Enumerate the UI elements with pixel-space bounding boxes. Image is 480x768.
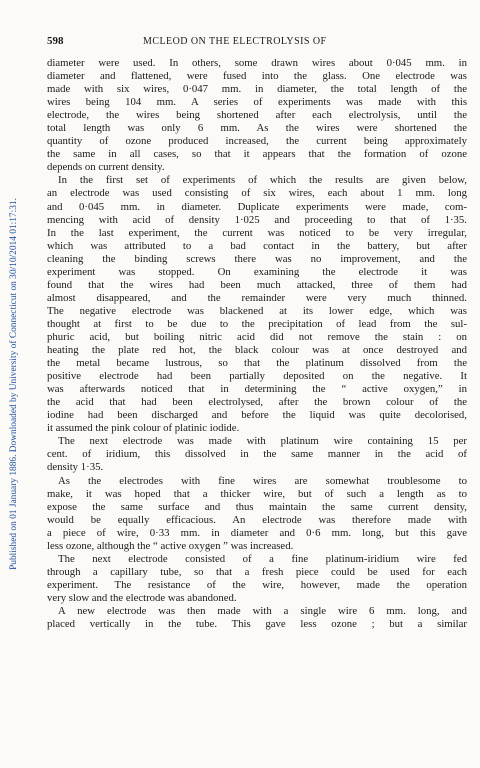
text-line: depends on current density. xyxy=(47,161,165,174)
text-line: diameter were used. In others, some drawn wires about 0·045 mm. in xyxy=(47,57,467,69)
text-line: density 1·35. xyxy=(47,461,104,474)
text-line: make, it was hoped that a thicker wire, but of such a length as to xyxy=(47,487,467,500)
text-line: the acid that had been electrolysed, after the brown colour of the xyxy=(47,396,467,409)
text-line: expose the same surface and thus maintain the same current density, xyxy=(47,500,467,513)
text-line: experiment was stopped. On examining the electrode it was xyxy=(47,265,467,278)
text-line: electrode, the wires being shortened after each electrolysis, until the xyxy=(47,109,467,122)
text-line: As the electrodes with fine wires are somewhat troublesome to xyxy=(58,474,467,487)
text-line: The negative electrode was blackened at its lower edge, which was xyxy=(47,304,467,317)
text-line: The next electrode consisted of a fine platinum-iridium wire fed xyxy=(58,552,467,565)
running-head: MCLEOD ON THE ELECTROLYSIS OF xyxy=(143,36,327,47)
text-line: would be equally efficacious. An electrode was therefore made with xyxy=(47,513,467,526)
text-line: cleaning the binding screws there was no improvement, and the xyxy=(47,252,467,265)
text-line: positive electrode had been partially deposited on the negative. It xyxy=(47,370,467,383)
text-line: very slow and the electrode was abandoned. xyxy=(47,591,237,604)
body-text xyxy=(47,57,467,631)
text-line: placed vertically in the tube. This gave less ozone ; but a similar xyxy=(47,618,467,631)
text-line: almost disappeared, and the remainder were very much thinned. xyxy=(47,291,467,304)
text-line: In the last experiment, the current was noticed to be very irregular, xyxy=(47,226,467,239)
text-line: was afterwards noticed that in determining the “ active oxygen,” in xyxy=(47,383,467,396)
text-line: experiment. The resistance of the wire, however, made the operation xyxy=(47,578,467,591)
text-line: wires being 104 mm. A series of experiments was made with this xyxy=(47,96,467,109)
text-line: phuric acid, but boiling nitric acid did not remove the stain : on xyxy=(47,330,467,343)
text-line: an electrode was used consisting of six wires, each about 1 mm. long xyxy=(47,187,467,200)
text-line: cent. of iridium, this dissolved in the same manner in the acid of xyxy=(47,448,467,461)
page-number: 598 xyxy=(47,35,64,47)
text-line: a piece of wire, 0·33 mm. in diameter and 0·6 mm. long, but this gave xyxy=(47,526,467,539)
text-line: iodine had been discharged and before the liquid was quite decolorised, xyxy=(47,409,467,422)
text-line: In the first set of experiments of which the results are given below, xyxy=(58,174,467,187)
text-line: quantity of ozone produced increased, the current being approximately xyxy=(47,135,467,148)
text-line: made with six wires, 0·047 mm. in diameter, the total length of the xyxy=(47,83,467,96)
text-line: the metal became lustrous, so that the platinum dissolved from the xyxy=(47,357,467,370)
text-line: total length was only 6 mm. As the wires were shortened the xyxy=(47,122,467,135)
text-line: which was attributed to a bad contact in the battery, but after xyxy=(47,239,467,252)
text-line: it assumed the pink colour of platinic iodide. xyxy=(47,422,240,435)
text-line: thought at first to be due to the precipitation of lead from the sul- xyxy=(47,317,467,330)
text-line: diameter and flattened, were fused into the glass. One electrode was xyxy=(47,70,467,83)
text-line: and 0·045 mm. in diameter. Duplicate experiments were made, com- xyxy=(47,200,467,213)
text-line: found that the wires had been much attacked, three of them had xyxy=(47,278,467,291)
publication-side-note: Published on 01 January 1886. Downloaded by University of Connecticut on 30/10/2014 01:17:31. xyxy=(9,198,19,570)
text-line: mencing with acid of density 1·025 and proceeding to that of 1·35. xyxy=(47,213,467,226)
text-line: heating the plate red hot, the black colour was at once destroyed and xyxy=(47,344,467,357)
text-line: through a capillary tube, so that a fresh piece could be used for each xyxy=(47,565,467,578)
text-line: A new electrode was then made with a single wire 6 mm. long, and xyxy=(58,604,467,617)
text-line: The next electrode was made with platinum wire containing 15 per xyxy=(58,435,467,448)
text-line: less ozone, although the “ active oxygen ” was increased. xyxy=(47,539,294,552)
text-line: the same in all cases, so that it appears that the formation of ozone xyxy=(47,148,467,161)
page-header xyxy=(47,35,467,49)
